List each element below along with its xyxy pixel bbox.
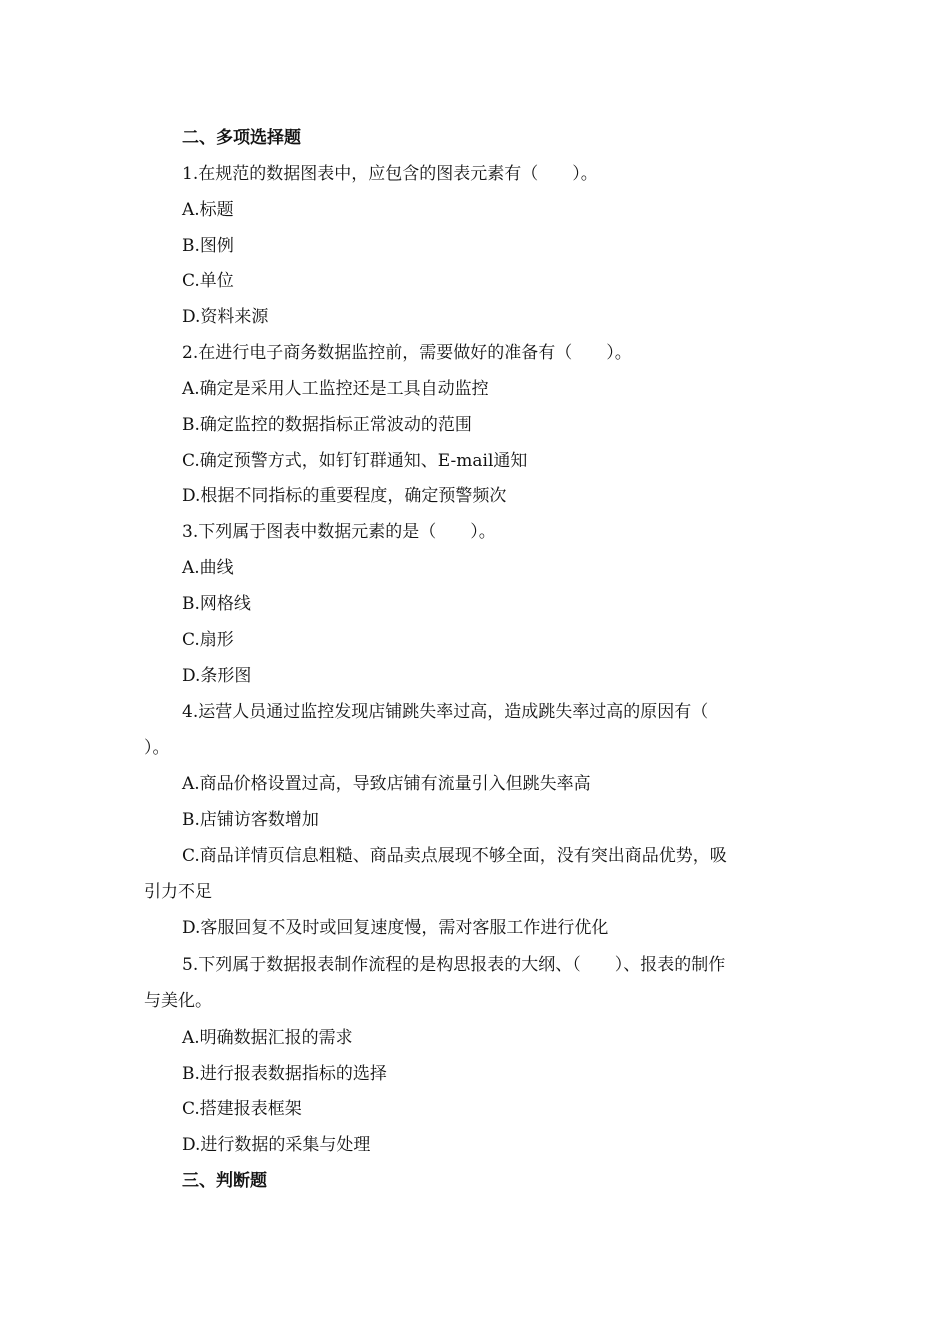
question-4-option-b: B.店铺访客数增加 bbox=[182, 810, 319, 830]
question-3-option-a: A.曲线 bbox=[182, 558, 234, 578]
question-5-option-a: A.明确数据汇报的需求 bbox=[182, 1028, 353, 1048]
question-5-stem: 5.下列属于数据报表制作流程的是构思报表的大纲、（ ）、报表的制作 bbox=[182, 955, 726, 975]
section-heading-true-false: 三、判断题 bbox=[182, 1171, 267, 1191]
question-3-stem: 3.下列属于图表中数据元素的是（ ）。 bbox=[182, 522, 496, 542]
question-2-option-a: A.确定是采用人工监控还是工具自动监控 bbox=[182, 379, 489, 399]
question-4-option-c-continued: 引力不足 bbox=[144, 882, 212, 902]
question-5-option-d: D.进行数据的采集与处理 bbox=[182, 1135, 371, 1155]
question-2-stem: 2.在进行电子商务数据监控前，需要做好的准备有（ ）。 bbox=[182, 343, 632, 363]
question-3-option-c: C.扇形 bbox=[182, 630, 234, 650]
question-4-stem: 4.运营人员通过监控发现店铺跳失率过高，造成跳失率过高的原因有（ bbox=[182, 702, 709, 722]
question-2-option-b: B.确定监控的数据指标正常波动的范围 bbox=[182, 415, 472, 435]
question-5-option-b: B.进行报表数据指标的选择 bbox=[182, 1064, 387, 1084]
question-4-option-c: C.商品详情页信息粗糙、商品卖点展现不够全面，没有突出商品优势，吸 bbox=[182, 846, 727, 866]
question-3-option-b: B.网格线 bbox=[182, 594, 251, 614]
question-4-option-d: D.客服回复不及时或回复速度慢，需对客服工作进行优化 bbox=[182, 918, 609, 938]
question-4-option-a: A.商品价格设置过高，导致店铺有流量引入但跳失率高 bbox=[182, 774, 591, 794]
question-1-stem: 1.在规范的数据图表中，应包含的图表元素有（ ）。 bbox=[182, 164, 598, 184]
question-5-stem-continued: 与美化。 bbox=[144, 991, 212, 1011]
question-3-option-d: D.条形图 bbox=[182, 666, 252, 686]
question-1-option-d: D.资料来源 bbox=[182, 307, 269, 327]
question-1-option-c: C.单位 bbox=[182, 271, 234, 291]
question-1-option-b: B.图例 bbox=[182, 236, 234, 256]
question-2-option-c: C.确定预警方式，如钉钉群通知、E-mail通知 bbox=[182, 451, 528, 471]
question-1-option-a: A.标题 bbox=[182, 200, 234, 220]
question-5-option-c: C.搭建报表框架 bbox=[182, 1099, 302, 1119]
question-4-stem-continued: ）。 bbox=[144, 738, 170, 758]
section-heading-multiple-choice: 二、多项选择题 bbox=[182, 128, 301, 148]
question-2-option-d: D.根据不同指标的重要程度，确定预警频次 bbox=[182, 486, 507, 506]
